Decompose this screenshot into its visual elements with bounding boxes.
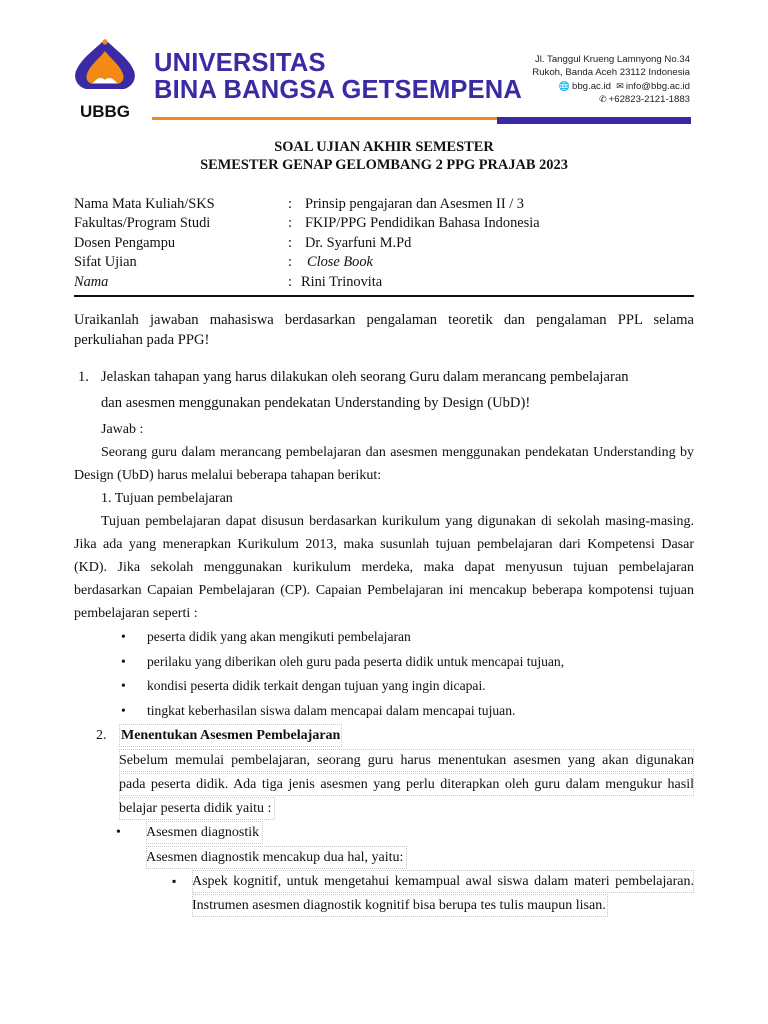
divider-line bbox=[74, 295, 694, 297]
phone-line bbox=[532, 93, 690, 106]
info-value: Dr. Syarfuni M.Pd bbox=[305, 234, 412, 251]
info-row-course bbox=[74, 195, 694, 214]
info-colon: : bbox=[288, 234, 292, 251]
info-label: Fakultas/Program Studi bbox=[74, 215, 211, 232]
step2-title: Menentukan Asesmen Pembelajaran bbox=[119, 724, 342, 747]
step2-line: belajar peserta didik yaitu : bbox=[119, 797, 275, 820]
diag-intro: Asesmen diagnostik mencakup dua hal, yaitu: bbox=[146, 846, 407, 869]
step1-line: berdasarkan Capaian Pembelajaran (CP). Capaian Pembelajaran ini mencakup beberapa kompotensi tujuan bbox=[74, 583, 694, 598]
step1-line: Jika ada yang menerapkan Kurikulum 2013, maka susunlah tujuan pembelajaran dari Kompetensi Dasar bbox=[74, 537, 694, 552]
globe-icon: 🌐 bbox=[558, 80, 571, 91]
list-item-text: peserta didik yang akan mengikuti pembelajaran bbox=[147, 629, 411, 644]
list-item bbox=[121, 628, 411, 646]
step2-number: 2. bbox=[96, 728, 107, 743]
question-line-1: Jelaskan tahapan yang harus dilakukan oleh seorang Guru dalam merancang pembelajaran bbox=[101, 369, 629, 385]
list-item-text: tingkat keberhasilan siswa dalam mencapai dalam mencapai tujuan. bbox=[147, 703, 516, 718]
answer-label: Jawab : bbox=[101, 422, 144, 437]
instruction-line-2: perkuliahan pada PPG! bbox=[74, 332, 210, 348]
bullet-icon: • bbox=[121, 629, 126, 644]
info-value: FKIP/PPG Pendidikan Bahasa Indonesia bbox=[305, 215, 540, 232]
diag-point-line-1: Aspek kognitif, untuk mengetahui kemampual awal siswa dalam materi pembelajaran. bbox=[192, 870, 694, 893]
answer-intro-line-1: Seorang guru dalam merancang pembelajaran dan asesmen menggunakan pendekatan Understanding by bbox=[101, 445, 694, 460]
envelope-icon: ✉ bbox=[616, 80, 624, 91]
info-colon: : bbox=[288, 196, 292, 212]
info-label: Nama bbox=[74, 273, 109, 290]
info-row-exam-type bbox=[74, 253, 694, 272]
exam-title-line2: SEMESTER GENAP GELOMBANG 2 PPG PRAJAB 2023 bbox=[200, 157, 568, 173]
info-value: Rini Trinovita bbox=[301, 273, 383, 290]
header-purple-bar bbox=[497, 117, 691, 124]
step2-line: pada peserta didik. Ada tiga jenis asesmen yang perlu diterapkan oleh guru dalam mengukur hasil bbox=[119, 773, 694, 796]
exam-title-line1: SOAL UJIAN AKHIR SEMESTER bbox=[274, 139, 494, 155]
phone-number: +62823-2121-1883 bbox=[608, 94, 690, 106]
list-item bbox=[121, 653, 565, 671]
logo-finial bbox=[102, 39, 107, 44]
info-row-name bbox=[74, 273, 694, 292]
exam-title bbox=[0, 138, 768, 174]
list-item-text: perilaku yang diberikan oleh guru pada peserta didik untuk mencapai tujuan, bbox=[147, 654, 565, 669]
address-line-1: Jl. Tanggul Krueng Lamnyong No.34 bbox=[534, 54, 690, 65]
info-value: Close Book bbox=[307, 254, 373, 271]
bullet-icon: • bbox=[121, 654, 126, 669]
question-number: 1. bbox=[78, 369, 89, 385]
list-item bbox=[121, 702, 516, 720]
phone-icon: ✆ bbox=[599, 94, 607, 105]
info-colon: : bbox=[288, 215, 292, 232]
diag-bullet-icon: • bbox=[116, 825, 121, 840]
university-logo bbox=[66, 37, 144, 123]
logo-text: UBBG bbox=[79, 102, 131, 121]
university-name bbox=[154, 50, 522, 104]
step1-title: 1. Tujuan pembelajaran bbox=[101, 491, 233, 506]
answer-intro-line-2: Design (UbD) harus melalui beberapa tahapan berikut: bbox=[74, 468, 382, 483]
contact-block bbox=[532, 53, 690, 107]
step1-line: pembelajaran seperti : bbox=[74, 606, 198, 621]
website-link[interactable]: bbg.ac.id bbox=[572, 80, 611, 92]
instruction-line-1: Uraikanlah jawaban mahasiswa berdasarkan pengalaman teoretik dan pengalaman PPL selama bbox=[74, 312, 694, 328]
step2-line: Sebelum memulai pembelajaran, seorang guru harus menentukan asesmen yang akan digunakan bbox=[119, 749, 694, 772]
university-name-line1: UNIVERSITAS bbox=[154, 49, 326, 77]
address-line-2: Rukoh, Banda Aceh 23112 Indonesia bbox=[532, 67, 690, 79]
info-value: Prinsip pengajaran dan Asesmen II / 3 bbox=[305, 196, 525, 212]
bullet-icon: • bbox=[121, 703, 126, 718]
step1-line: Tujuan pembelajaran dapat disusun berdasarkan kurikulum yang digunakan di sekolah masing-masing. bbox=[101, 514, 694, 529]
university-name-line2: BINA BANGSA GETSEMPENA bbox=[154, 76, 523, 104]
email-link[interactable]: info@bbg.ac.id bbox=[625, 80, 690, 92]
diag-title: Asesmen diagnostik bbox=[146, 821, 263, 844]
info-label: Dosen Pengampu bbox=[74, 234, 176, 251]
info-row-faculty bbox=[74, 214, 694, 233]
info-label: Nama Mata Kuliah/SKS bbox=[74, 196, 215, 212]
step1-line: (KD). Jika sekolah menggunakan kurikulum merdeka, maka dapat menyusun tujuan pembelajaran bbox=[74, 560, 694, 575]
list-item-text: kondisi peserta didik terkait dengan tujuan yang ingin dicapai. bbox=[147, 678, 486, 693]
header-orange-bar bbox=[152, 117, 497, 120]
exam-info-table bbox=[74, 195, 694, 292]
info-colon: : bbox=[288, 254, 292, 271]
info-label: Sifat Ujian bbox=[74, 254, 137, 271]
list-item bbox=[121, 677, 486, 695]
diag-point-line-2: Instrumen asesmen diagnostik kognitif bisa berupa tes tulis maupun lisan. bbox=[192, 894, 608, 917]
bullet-icon: • bbox=[121, 678, 126, 693]
info-row-lecturer bbox=[74, 234, 694, 253]
info-colon: : bbox=[288, 273, 292, 290]
question-line-2: dan asesmen menggunakan pendekatan Understanding by Design (UbD)! bbox=[101, 395, 531, 411]
web-email-line bbox=[532, 80, 690, 93]
square-bullet-icon: ▪ bbox=[172, 874, 177, 888]
